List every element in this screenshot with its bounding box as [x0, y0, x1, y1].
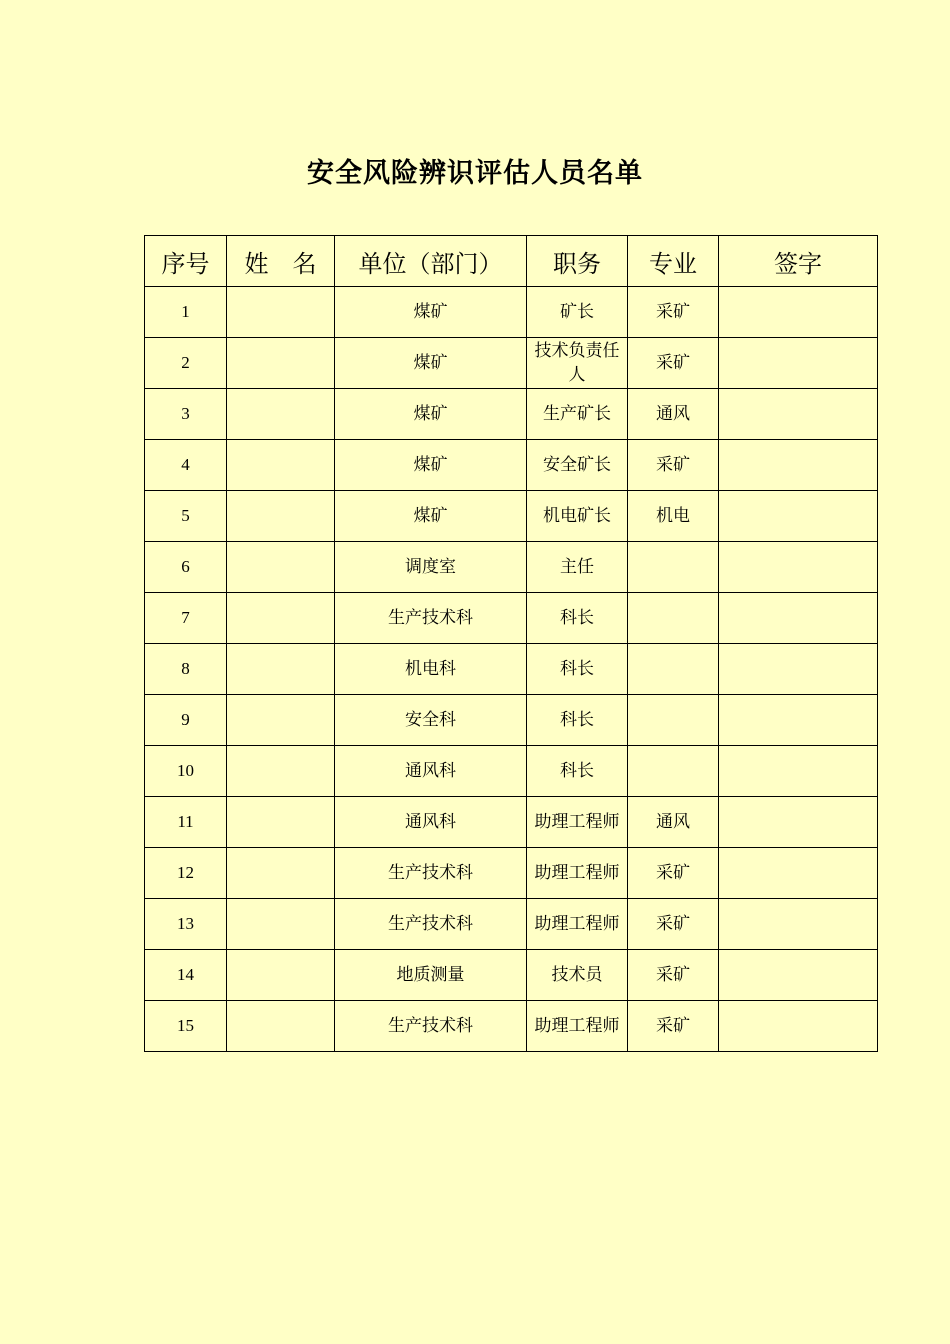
position-cell: 科长	[527, 593, 628, 644]
specialty-cell	[628, 593, 719, 644]
unit-cell: 生产技术科	[335, 899, 527, 950]
header-signature: 签字	[719, 236, 878, 287]
signature-cell	[719, 593, 878, 644]
unit-cell: 地质测量	[335, 950, 527, 1001]
unit-cell: 煤矿	[335, 338, 527, 389]
unit-cell: 通风科	[335, 797, 527, 848]
signature-cell	[719, 440, 878, 491]
position-cell: 科长	[527, 644, 628, 695]
name-cell	[227, 950, 335, 1001]
personnel-table	[144, 235, 878, 1052]
signature-cell	[719, 695, 878, 746]
position-cell: 技术负责任人	[527, 338, 628, 389]
unit-cell: 煤矿	[335, 491, 527, 542]
header-unit: 单位（部门）	[335, 236, 527, 287]
signature-cell	[719, 1001, 878, 1052]
name-cell	[227, 440, 335, 491]
signature-cell	[719, 848, 878, 899]
signature-cell	[719, 491, 878, 542]
specialty-cell: 采矿	[628, 950, 719, 1001]
table-row	[145, 644, 878, 695]
name-cell	[227, 338, 335, 389]
table-body	[145, 287, 878, 1052]
row-number: 8	[145, 644, 227, 695]
position-cell: 安全矿长	[527, 440, 628, 491]
name-cell	[227, 593, 335, 644]
unit-cell: 机电科	[335, 644, 527, 695]
row-number: 2	[145, 338, 227, 389]
specialty-cell: 采矿	[628, 899, 719, 950]
signature-cell	[719, 338, 878, 389]
table-row	[145, 287, 878, 338]
table-row	[145, 542, 878, 593]
specialty-cell	[628, 542, 719, 593]
table-row	[145, 338, 878, 389]
name-cell	[227, 797, 335, 848]
position-cell: 主任	[527, 542, 628, 593]
name-cell	[227, 389, 335, 440]
document-title: 安全风险辨识评估人员名单	[307, 158, 643, 189]
specialty-cell: 采矿	[628, 440, 719, 491]
header-no: 序号	[145, 236, 227, 287]
row-number: 11	[145, 797, 227, 848]
specialty-cell: 机电	[628, 491, 719, 542]
specialty-cell	[628, 746, 719, 797]
specialty-cell	[628, 695, 719, 746]
table-row	[145, 1001, 878, 1052]
header-name: 姓 名	[227, 236, 335, 287]
table-row	[145, 797, 878, 848]
name-cell	[227, 644, 335, 695]
unit-cell: 煤矿	[335, 389, 527, 440]
signature-cell	[719, 287, 878, 338]
header-row	[145, 236, 878, 287]
name-cell	[227, 491, 335, 542]
row-number: 3	[145, 389, 227, 440]
specialty-cell: 通风	[628, 797, 719, 848]
name-cell	[227, 848, 335, 899]
unit-cell: 生产技术科	[335, 848, 527, 899]
signature-cell	[719, 389, 878, 440]
table-row	[145, 848, 878, 899]
table-row	[145, 899, 878, 950]
position-cell: 科长	[527, 746, 628, 797]
header-position: 职务	[527, 236, 628, 287]
name-cell	[227, 695, 335, 746]
position-cell: 机电矿长	[527, 491, 628, 542]
position-cell: 技术员	[527, 950, 628, 1001]
specialty-cell: 通风	[628, 389, 719, 440]
specialty-cell: 采矿	[628, 287, 719, 338]
header-specialty: 专业	[628, 236, 719, 287]
position-cell: 助理工程师	[527, 899, 628, 950]
row-number: 5	[145, 491, 227, 542]
signature-cell	[719, 899, 878, 950]
table-row	[145, 695, 878, 746]
signature-cell	[719, 542, 878, 593]
name-cell	[227, 287, 335, 338]
table-row	[145, 491, 878, 542]
position-cell: 生产矿长	[527, 389, 628, 440]
signature-cell	[719, 950, 878, 1001]
name-cell	[227, 1001, 335, 1052]
position-cell: 助理工程师	[527, 797, 628, 848]
signature-cell	[719, 644, 878, 695]
row-number: 1	[145, 287, 227, 338]
table-row	[145, 593, 878, 644]
row-number: 15	[145, 1001, 227, 1052]
table-row	[145, 440, 878, 491]
row-number: 9	[145, 695, 227, 746]
row-number: 10	[145, 746, 227, 797]
position-cell: 矿长	[527, 287, 628, 338]
unit-cell: 调度室	[335, 542, 527, 593]
position-cell: 科长	[527, 695, 628, 746]
unit-cell: 煤矿	[335, 287, 527, 338]
row-number: 14	[145, 950, 227, 1001]
signature-cell	[719, 746, 878, 797]
position-cell: 助理工程师	[527, 1001, 628, 1052]
specialty-cell: 采矿	[628, 1001, 719, 1052]
unit-cell: 安全科	[335, 695, 527, 746]
specialty-cell: 采矿	[628, 338, 719, 389]
signature-cell	[719, 797, 878, 848]
unit-cell: 通风科	[335, 746, 527, 797]
row-number: 6	[145, 542, 227, 593]
name-cell	[227, 746, 335, 797]
specialty-cell: 采矿	[628, 848, 719, 899]
table-row	[145, 746, 878, 797]
table-header	[145, 236, 878, 287]
unit-cell: 煤矿	[335, 440, 527, 491]
specialty-cell	[628, 644, 719, 695]
name-cell	[227, 542, 335, 593]
table-row	[145, 950, 878, 1001]
unit-cell: 生产技术科	[335, 1001, 527, 1052]
row-number: 7	[145, 593, 227, 644]
row-number: 12	[145, 848, 227, 899]
row-number: 4	[145, 440, 227, 491]
name-cell	[227, 899, 335, 950]
position-cell: 助理工程师	[527, 848, 628, 899]
row-number: 13	[145, 899, 227, 950]
unit-cell: 生产技术科	[335, 593, 527, 644]
table-row	[145, 389, 878, 440]
